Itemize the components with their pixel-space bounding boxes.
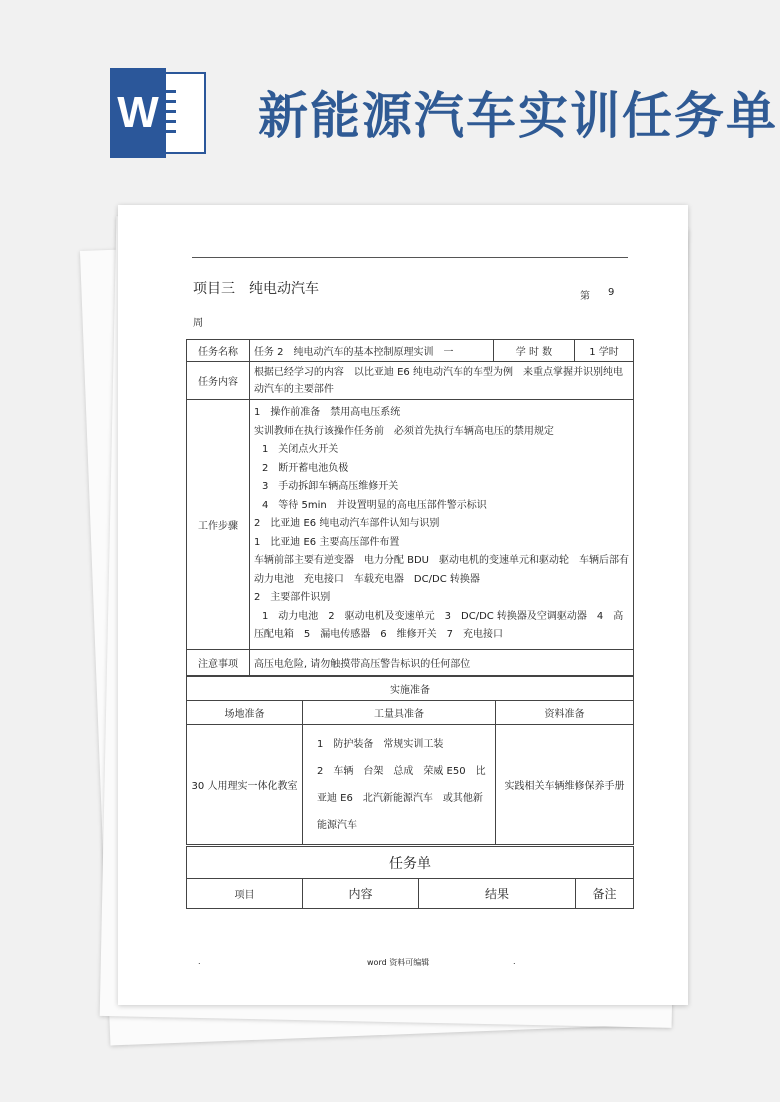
table-row — [187, 847, 634, 879]
hours-label: 学 时 数 — [493, 340, 574, 362]
table-row — [187, 340, 634, 362]
week-suffix: 周 — [193, 318, 203, 329]
content-value: 根据已经学习的内容 以比亚迪 E6 纯电动汽车的车型为例 来重点掌握并识别纯电动汽车的主要部件 — [249, 362, 633, 400]
col-item: 项目 — [187, 879, 303, 909]
material-header: 资料准备 — [496, 701, 634, 725]
step-line: 1 动力电池 2 驱动电机及变速单元 3 DC/DC 转换器及空调驱动器 4 高 — [261, 610, 624, 622]
table-row — [187, 362, 634, 400]
step-line: 2 断开蓄电池负极 — [261, 462, 349, 474]
word-icon — [110, 68, 208, 158]
task-table — [186, 339, 634, 676]
steps-label: 工作步骤 — [187, 400, 250, 650]
table-row — [187, 879, 634, 909]
step-line: 2 主要部件识别 — [253, 592, 331, 604]
step-line: 车辆前部主要有逆变器 电力分配 BDU 驱动电机的变速单元和驱动轮 车辆后部有 — [253, 555, 629, 567]
material-value: 实践相关车辆维修保养手册 — [496, 725, 634, 845]
notes-label: 注意事项 — [187, 650, 250, 676]
task-sheet-title: 任务单 — [187, 847, 634, 879]
table-row — [187, 650, 634, 676]
step-line: 1 比亚迪 E6 主要高压部件布置 — [253, 536, 400, 548]
col-result: 结果 — [419, 879, 576, 909]
venue-header: 场地准备 — [187, 701, 303, 725]
week-number: 9 — [608, 287, 615, 298]
step-line: 4 等待 5min 并设置明显的高电压部件警示标识 — [261, 499, 487, 511]
step-line: 3 手动拆卸车辆高压维修开关 — [261, 481, 399, 493]
notes-value: 高压电危险, 请勿触摸带高压警告标识的任何部位 — [249, 650, 633, 676]
step-line: 实训教师在执行该操作任务前 必须首先执行车辆高电压的禁用规定 — [253, 425, 554, 437]
banner-title: 新能源汽车实训任务单 — [258, 87, 778, 145]
task-sheet-table — [186, 846, 634, 909]
word-icon-letter: W — [110, 68, 166, 158]
footer-dot: . — [513, 957, 516, 966]
prep-title: 实施准备 — [187, 677, 634, 701]
step-line: 压配电箱 5 漏电传感器 6 维修开关 7 充电接口 — [253, 629, 504, 641]
hours-value: 1 学时 — [574, 340, 633, 362]
col-remark: 备注 — [576, 879, 634, 909]
tools-line: 1 防护装备 常规实训工装 — [317, 738, 444, 750]
table-row — [187, 701, 634, 725]
header-rule — [192, 257, 628, 258]
footer-text: word 资料可编辑 — [367, 958, 430, 967]
week-prefix: 第 — [580, 291, 590, 302]
table-row — [187, 677, 634, 701]
prep-table — [186, 676, 634, 845]
task-name-label: 任务名称 — [187, 340, 250, 362]
table-row — [187, 400, 634, 650]
step-line: 1 操作前准备 禁用高电压系统 — [253, 407, 401, 419]
project-title: 项目三 纯电动汽车 — [193, 281, 319, 297]
banner — [0, 0, 780, 200]
venue-value: 30 人用理实一体化教室 — [187, 725, 303, 845]
step-line: 2 比亚迪 E6 纯电动汽车部件认知与识别 — [253, 518, 440, 530]
tools-line: 2 车辆 台架 总成 荣威 E50 比亚迪 E6 北汽新能源汽车 或其他新能源汽车 — [317, 765, 486, 831]
tools-header: 工量具准备 — [303, 701, 496, 725]
tools-cell — [303, 725, 496, 845]
content-label: 任务内容 — [187, 362, 250, 400]
task-name-value: 任务 2 纯电动汽车的基本控制原理实训 一 — [249, 340, 493, 362]
table-row — [187, 725, 634, 845]
step-line: 1 关闭点火开关 — [261, 444, 339, 456]
col-content: 内容 — [303, 879, 419, 909]
steps-cell — [249, 400, 633, 650]
step-line: 动力电池 充电接口 车载充电器 DC/DC 转换器 — [253, 573, 480, 585]
footer-dot: . — [198, 957, 201, 966]
